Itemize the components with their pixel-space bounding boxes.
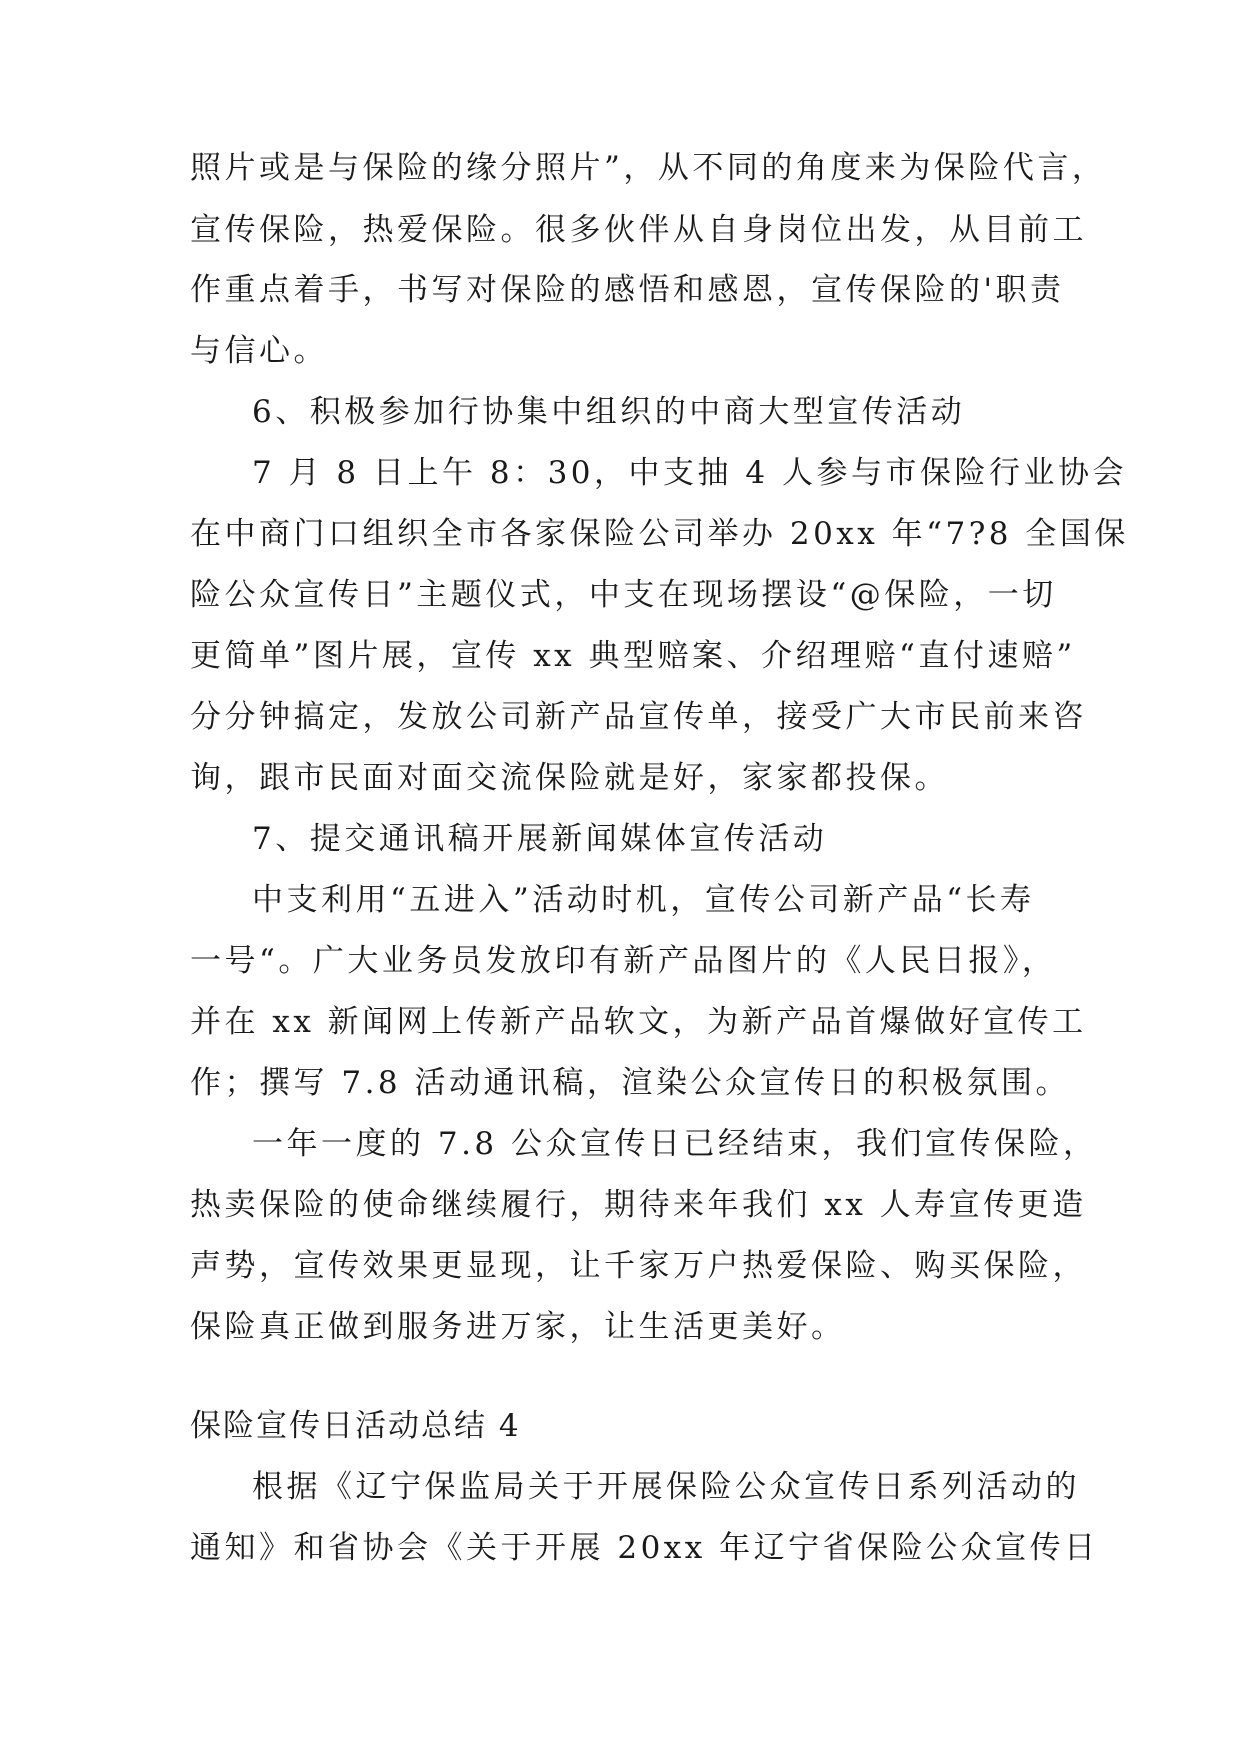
- paragraph-line: 照片或是与保险的缘分照片”，从不同的角度来为保险代言，: [190, 150, 1107, 186]
- paragraph-line: 声势，宣传效果更显现，让千家万户热爱保险、购买保险，: [190, 1248, 1087, 1284]
- paragraph-line: 与信心。: [190, 333, 328, 369]
- section-title-6: 6、积极参加行协集中组织的中商大型宣传活动: [252, 394, 966, 430]
- paragraph-line: 一年一度的 7.8 公众宣传日已经结束，我们宣传保险，: [252, 1126, 1098, 1162]
- paragraph-line: 根据《辽宁保监局关于开展保险公众宣传日系列活动的: [252, 1469, 1080, 1505]
- paragraph-line: 分分钟搞定，发放公司新产品宣传单，接受广大市民前来咨: [190, 699, 1087, 735]
- section-title-7: 7、提交通讯稿开展新闻媒体宣传活动: [252, 821, 828, 857]
- paragraph-line: 更简单”图片展，宣传 xx 典型赔案、介绍理赔“直付速赔”: [190, 638, 1076, 674]
- paragraph-line: 在中商门口组织全市各家保险公司举办 20xx 年“7?8 全国保: [190, 516, 1129, 552]
- paragraph-line: 询，跟市民面对面交流保险就是好，家家都投保。: [190, 760, 949, 796]
- paragraph-line: 宣传保险，热爱保险。很多伙伴从自身岗位出发，从目前工: [190, 212, 1087, 248]
- paragraph-line: 中支利用“五进入”活动时机，宣传公司新产品“长寿: [252, 882, 1035, 918]
- paragraph-line: 作重点着手，书写对保险的感悟和感恩，宣传保险的'职责: [190, 272, 1065, 308]
- paragraph-line: 热卖保险的使命继续履行，期待来年我们 xx 人寿宣传更造: [190, 1187, 1087, 1223]
- paragraph-line: 作；撰写 7.8 活动通讯稿，渲染公众宣传日的积极氛围。: [190, 1065, 1071, 1101]
- paragraph-line: 一号“。广大业务员发放印有新产品图片的《人民日报》，: [190, 943, 1057, 979]
- paragraph-line: 险公众宣传日”主题仪式，中支在现场摆设“@保险，一切: [190, 577, 1057, 613]
- paragraph-line: 保险真正做到服务进万家，让生活更美好。: [190, 1309, 846, 1345]
- section-heading: 保险宣传日活动总结 4: [190, 1408, 521, 1444]
- paragraph-line: 7 月 8 日上午 8：30，中支抽 4 人参与市保险行业协会: [252, 455, 1127, 491]
- paragraph-line: 并在 xx 新闻网上传新产品软文，为新产品首爆做好宣传工: [190, 1004, 1087, 1040]
- paragraph-line: 通知》和省协会《关于开展 20xx 年辽宁省保险公众宣传日: [190, 1530, 1099, 1566]
